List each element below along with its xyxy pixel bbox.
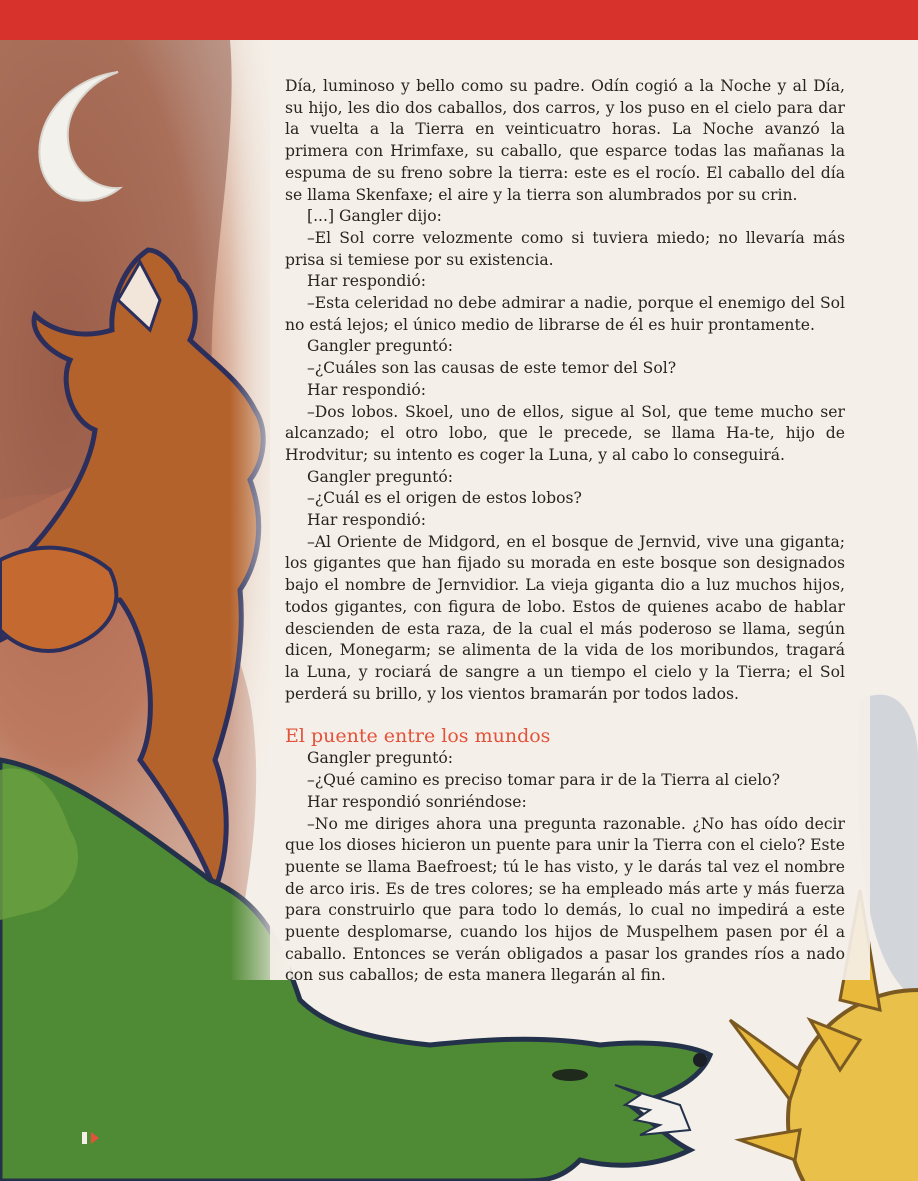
- paragraph: Har respondió:: [307, 380, 427, 399]
- paragraph: –El Sol corre velozmente como si tuviera miedo; no llevaría más prisa si temiese por su existencia.: [285, 228, 845, 269]
- paragraph: Gangler preguntó:: [307, 337, 454, 356]
- paragraph: –No me diriges ahora una pregunta razonable. ¿No has oído decir que los dioses hicieron un puente para unir la Tierra con el cielo? Este puente se llama Baefroest; tú le has visto, y le darás tal vez el nombre de arco iris. Es de tres colores; se ha empleado más arte y más fuerza para construirlo que para todo lo demás, lo cual no impedirá a este puente desplomarse, cuando los hijos de Muspelhem pasen por él a caballo. Entonces se verán obligados a pasar los grandes ríos a nado con sus caballos; de esta manera llegarán al fin.: [285, 814, 846, 985]
- paragraph: Gangler preguntó:: [307, 467, 454, 486]
- paragraph: –¿Cuáles son las causas de este temor del Sol?: [307, 359, 677, 378]
- paragraph: Har respondió sonriéndose:: [307, 792, 527, 811]
- paragraph: Día, luminoso y bello como su padre. Odín cogió a la Noche y al Día, su hijo, les dio dos caballos, dos carros, y los puso en el cielo para dar la vuelta a la Tierra en veinticuatro horas. La Noche avanzó la primera con Hrimfaxe, su caballo, que esparce todas las mañanas la espuma de su freno sobre la tierra: este es el rocío. El caballo del día se llama Skenfaxe; el aire y la tierra son alumbrados por su crin.: [285, 77, 845, 204]
- paragraph: –Dos lobos. Skoel, uno de ellos, sigue al Sol, que teme mucho ser alcanzado; el otro lobo, que le precede, se llama Ha-te, hijo de Hrodvitur; su intento es coger la Luna, y al cabo lo conseguirá.: [285, 402, 845, 464]
- paragraph: –¿Qué camino es preciso tomar para ir de la Tierra al cielo?: [307, 771, 780, 790]
- article-body: [285, 76, 845, 987]
- section-heading: El puente entre los mundos: [285, 725, 551, 748]
- page-marker-icon: [82, 1128, 102, 1148]
- paragraph-group-1: [285, 76, 845, 705]
- paragraph: Har respondió:: [307, 272, 427, 291]
- paragraph-group-2: [285, 748, 845, 987]
- paragraph: Gangler preguntó:: [307, 749, 454, 768]
- paragraph: –Al Oriente de Midgord, en el bosque de Jernvid, vive una giganta; los gigantes que han fijado su morada en este bosque son designados bajo el nombre de Jernvidior. La vieja giganta dio a luz muchos hijos, todos gigantes, con figura de lobo. Estos de quienes acabo de hablar descienden de esta raza, de la cual el más poderoso se llama, según dicen, Monegarm; se alimenta de la vida de los moribundos, tragará la Luna, y rociará de sangre a un tiempo el cielo y la Tierra; el Sol perderá su brillo, y los vientos bramarán por todos lados.: [285, 532, 845, 703]
- paragraph: –Esta celeridad no debe admirar a nadie, porque el enemigo del Sol no está lejos; el único medio de librarse de él es huir prontamente.: [285, 294, 845, 334]
- paragraph: –¿Cuál es el origen de estos lobos?: [307, 489, 582, 508]
- paragraph: [...] Gangler dijo:: [307, 207, 442, 226]
- paragraph: Har respondió:: [307, 511, 427, 530]
- top-color-band: [0, 0, 918, 40]
